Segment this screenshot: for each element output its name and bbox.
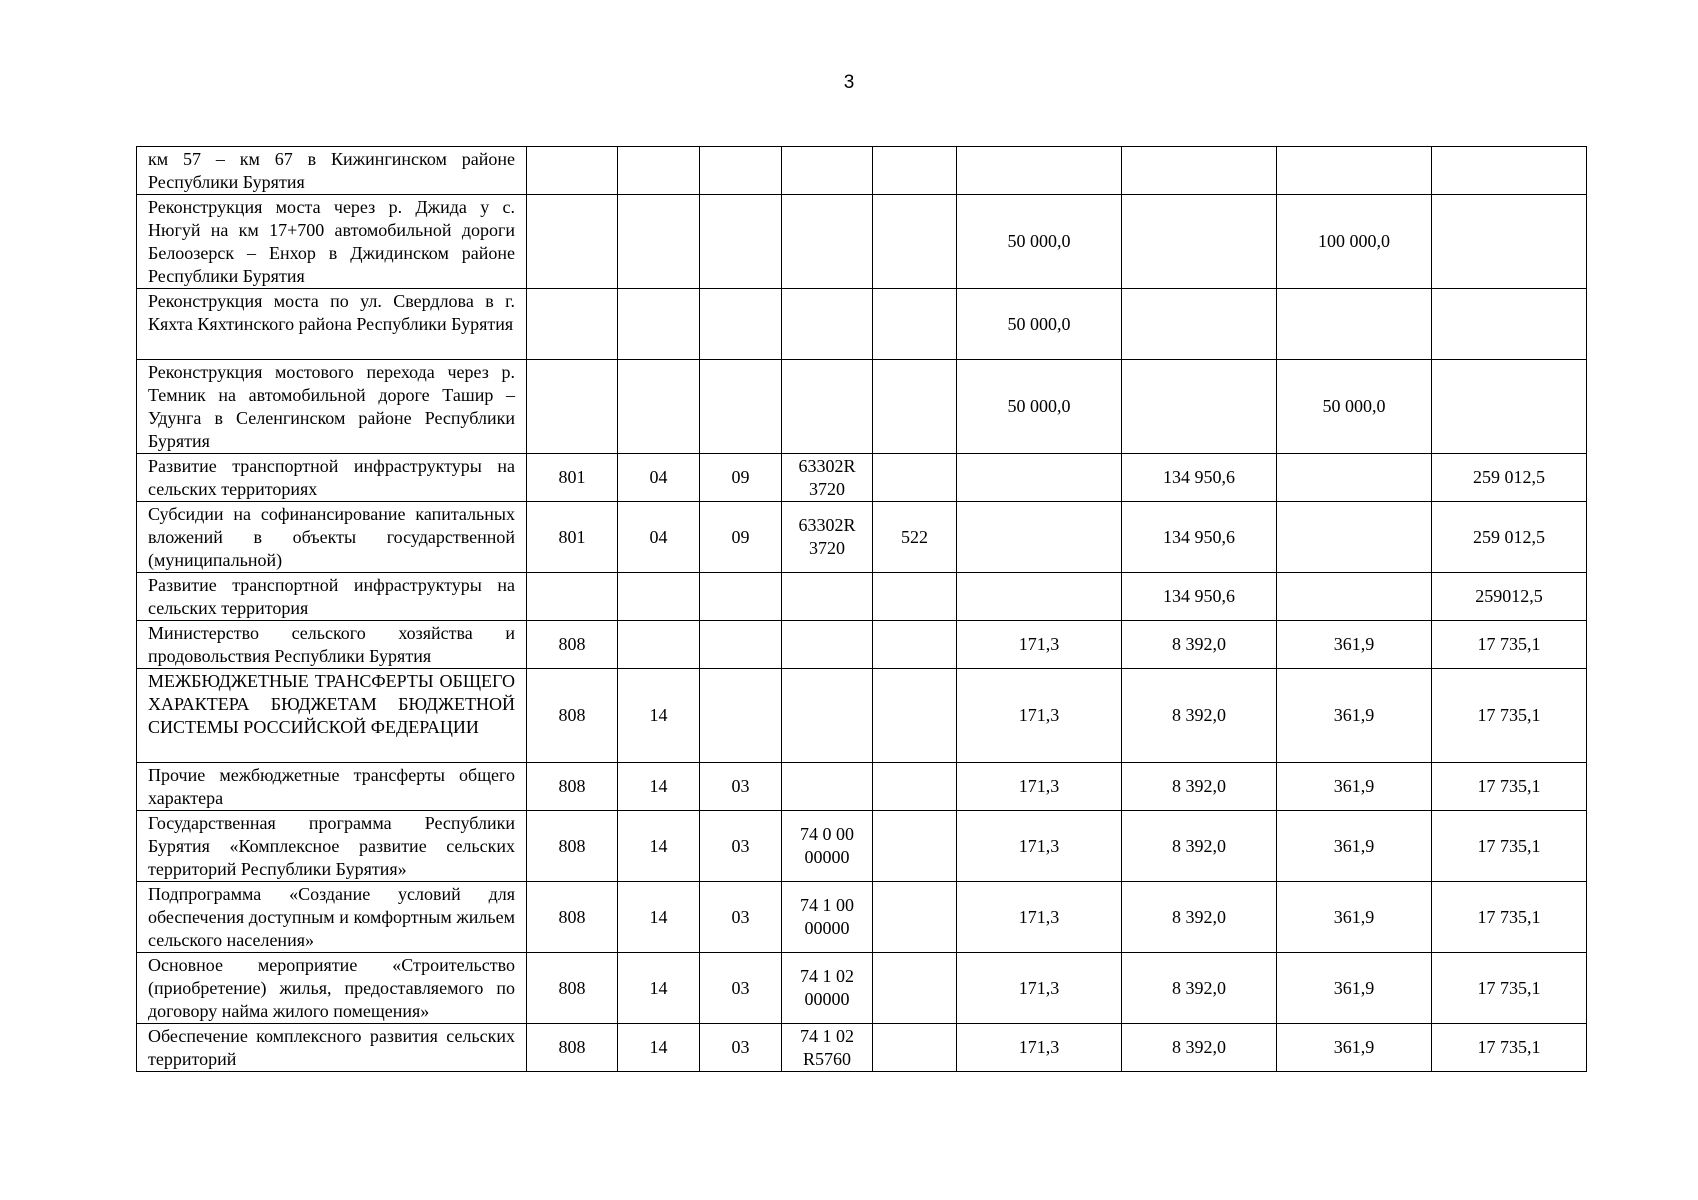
table-row [137,882,1587,953]
table-row [137,147,1587,195]
subsection-code-cell: 03 [700,1024,782,1072]
row-name-cell: Развитие транспортной инфраструктуры на сельских территориях [137,454,527,502]
amount-cell-2: 8 392,0 [1122,953,1277,1024]
amount-cell-4: 259 012,5 [1432,502,1587,573]
subsection-code-cell [700,621,782,669]
amount-cell-2 [1122,147,1277,195]
amount-cell-3: 50 000,0 [1277,360,1432,454]
target-article-cell: 74 0 00 00000 [782,811,873,882]
expense-type-cell [873,147,957,195]
expense-type-cell [873,669,957,763]
amount-cell-1: 171,3 [957,953,1122,1024]
table-row [137,1024,1587,1072]
amount-cell-2: 8 392,0 [1122,763,1277,811]
department-code-cell: 808 [527,763,618,811]
section-code-cell [618,360,700,454]
amount-cell-3: 361,9 [1277,953,1432,1024]
row-name-cell: МЕЖБЮДЖЕТНЫЕ ТРАНСФЕРТЫ ОБЩЕГО ХАРАКТЕРА БЮДЖЕТАМ БЮДЖЕТНОЙ СИСТЕМЫ РОССИЙСКОЙ ФЕДЕРАЦИИ [137,669,527,763]
amount-cell-2: 134 950,6 [1122,573,1277,621]
department-code-cell [527,289,618,360]
amount-cell-1: 171,3 [957,669,1122,763]
section-code-cell [618,289,700,360]
department-code-cell: 808 [527,811,618,882]
row-name-cell: Развитие транспортной инфраструктуры на сельских территория [137,573,527,621]
section-code-cell: 14 [618,763,700,811]
department-code-cell: 808 [527,669,618,763]
amount-cell-3: 361,9 [1277,882,1432,953]
amount-cell-1: 171,3 [957,621,1122,669]
expense-type-cell [873,621,957,669]
department-code-cell [527,195,618,289]
subsection-code-cell [700,147,782,195]
row-name-cell: Реконструкция моста через р. Джида у с. Нюгуй на км 17+700 автомобильной дороги Белоозерск – Енхор в Джидинском районе Республики Бурятия [137,195,527,289]
target-article-cell [782,763,873,811]
amount-cell-1: 171,3 [957,882,1122,953]
table-row [137,360,1587,454]
row-name-cell: Основное мероприятие «Строительство (приобретение) жилья, предоставляемого по договору найма жилого помещения» [137,953,527,1024]
subsection-code-cell: 03 [700,882,782,953]
table-row [137,669,1587,763]
amount-cell-3 [1277,573,1432,621]
amount-cell-1 [957,573,1122,621]
target-article-cell [782,360,873,454]
amount-cell-4: 17 735,1 [1432,1024,1587,1072]
subsection-code-cell [700,289,782,360]
department-code-cell [527,573,618,621]
expense-type-cell [873,811,957,882]
row-name-cell: Подпрограмма «Создание условий для обеспечения доступным и комфортным жильем сельского населения» [137,882,527,953]
row-name-cell: Реконструкция моста по ул. Свердлова в г. Кяхта Кяхтинского района Республики Бурятия [137,289,527,360]
amount-cell-3: 361,9 [1277,811,1432,882]
expense-type-cell [873,454,957,502]
target-article-cell [782,621,873,669]
subsection-code-cell [700,360,782,454]
table-row [137,953,1587,1024]
amount-cell-3 [1277,289,1432,360]
amount-cell-4: 17 735,1 [1432,763,1587,811]
target-article-cell [782,195,873,289]
target-article-cell: 74 1 02 R5760 [782,1024,873,1072]
target-article-cell: 63302R 3720 [782,502,873,573]
amount-cell-1 [957,147,1122,195]
table-row [137,573,1587,621]
table-row [137,811,1587,882]
section-code-cell [618,573,700,621]
target-article-cell: 63302R 3720 [782,454,873,502]
subsection-code-cell: 09 [700,454,782,502]
row-name-cell: Государственная программа Республики Бурятия «Комплексное развитие сельских территорий Республики Бурятия» [137,811,527,882]
department-code-cell [527,147,618,195]
target-article-cell: 74 1 02 00000 [782,953,873,1024]
amount-cell-4 [1432,195,1587,289]
table-row [137,289,1587,360]
table-row [137,621,1587,669]
expense-type-cell [873,573,957,621]
section-code-cell: 14 [618,669,700,763]
amount-cell-1 [957,454,1122,502]
target-article-cell [782,289,873,360]
table-row [137,195,1587,289]
amount-cell-3 [1277,454,1432,502]
amount-cell-4: 17 735,1 [1432,621,1587,669]
subsection-code-cell [700,573,782,621]
section-code-cell [618,147,700,195]
subsection-code-cell: 03 [700,763,782,811]
section-code-cell: 14 [618,1024,700,1072]
amount-cell-1: 171,3 [957,763,1122,811]
row-name-cell: Министерство сельского хозяйства и продовольствия Республики Бурятия [137,621,527,669]
amount-cell-3: 361,9 [1277,763,1432,811]
department-code-cell: 801 [527,502,618,573]
target-article-cell [782,573,873,621]
amount-cell-4: 17 735,1 [1432,953,1587,1024]
row-name-cell: Обеспечение комплексного развития сельских территорий [137,1024,527,1072]
amount-cell-2: 8 392,0 [1122,882,1277,953]
amount-cell-2: 8 392,0 [1122,1024,1277,1072]
amount-cell-2 [1122,289,1277,360]
amount-cell-3: 361,9 [1277,621,1432,669]
expense-type-cell [873,763,957,811]
amount-cell-2: 134 950,6 [1122,502,1277,573]
amount-cell-2 [1122,195,1277,289]
amount-cell-4 [1432,289,1587,360]
amount-cell-3: 361,9 [1277,669,1432,763]
expense-type-cell [873,882,957,953]
amount-cell-3: 100 000,0 [1277,195,1432,289]
section-code-cell: 04 [618,502,700,573]
target-article-cell: 74 1 00 00000 [782,882,873,953]
subsection-code-cell [700,195,782,289]
table-row [137,454,1587,502]
department-code-cell: 808 [527,1024,618,1072]
table-row [137,502,1587,573]
subsection-code-cell: 03 [700,811,782,882]
expense-type-cell [873,360,957,454]
amount-cell-1: 171,3 [957,811,1122,882]
amount-cell-4: 259012,5 [1432,573,1587,621]
subsection-code-cell [700,669,782,763]
expense-type-cell [873,289,957,360]
section-code-cell: 14 [618,953,700,1024]
expense-type-cell: 522 [873,502,957,573]
section-code-cell: 14 [618,882,700,953]
amount-cell-3 [1277,147,1432,195]
row-name-cell: Субсидии на софинансирование капитальных вложений в объекты государственной (муниципальной) [137,502,527,573]
expense-type-cell [873,195,957,289]
page-number: 3 [843,72,855,93]
subsection-code-cell: 03 [700,953,782,1024]
amount-cell-4 [1432,147,1587,195]
section-code-cell: 04 [618,454,700,502]
department-code-cell: 808 [527,882,618,953]
section-code-cell [618,195,700,289]
amount-cell-4: 17 735,1 [1432,882,1587,953]
amount-cell-2: 8 392,0 [1122,621,1277,669]
row-name-cell: Прочие межбюджетные трансферты общего характера [137,763,527,811]
department-code-cell: 808 [527,953,618,1024]
amount-cell-2: 8 392,0 [1122,669,1277,763]
table-row [137,763,1587,811]
subsection-code-cell: 09 [700,502,782,573]
expense-type-cell [873,1024,957,1072]
budget-table [136,146,1587,1072]
section-code-cell: 14 [618,811,700,882]
department-code-cell [527,360,618,454]
amount-cell-2 [1122,360,1277,454]
amount-cell-1: 50 000,0 [957,195,1122,289]
amount-cell-4: 17 735,1 [1432,669,1587,763]
row-name-cell: км 57 – км 67 в Кижингинском районе Республики Бурятия [137,147,527,195]
amount-cell-4: 17 735,1 [1432,811,1587,882]
amount-cell-2: 8 392,0 [1122,811,1277,882]
target-article-cell [782,669,873,763]
amount-cell-1 [957,502,1122,573]
section-code-cell [618,621,700,669]
department-code-cell: 808 [527,621,618,669]
department-code-cell: 801 [527,454,618,502]
amount-cell-2: 134 950,6 [1122,454,1277,502]
amount-cell-1: 50 000,0 [957,289,1122,360]
amount-cell-4 [1432,360,1587,454]
amount-cell-4: 259 012,5 [1432,454,1587,502]
amount-cell-3 [1277,502,1432,573]
target-article-cell [782,147,873,195]
amount-cell-1: 50 000,0 [957,360,1122,454]
amount-cell-1: 171,3 [957,1024,1122,1072]
row-name-cell: Реконструкция мостового перехода через р. Темник на автомобильной дороге Ташир – Удунга в Селенгинском районе Республики Бурятия [137,360,527,454]
expense-type-cell [873,953,957,1024]
amount-cell-3: 361,9 [1277,1024,1432,1072]
